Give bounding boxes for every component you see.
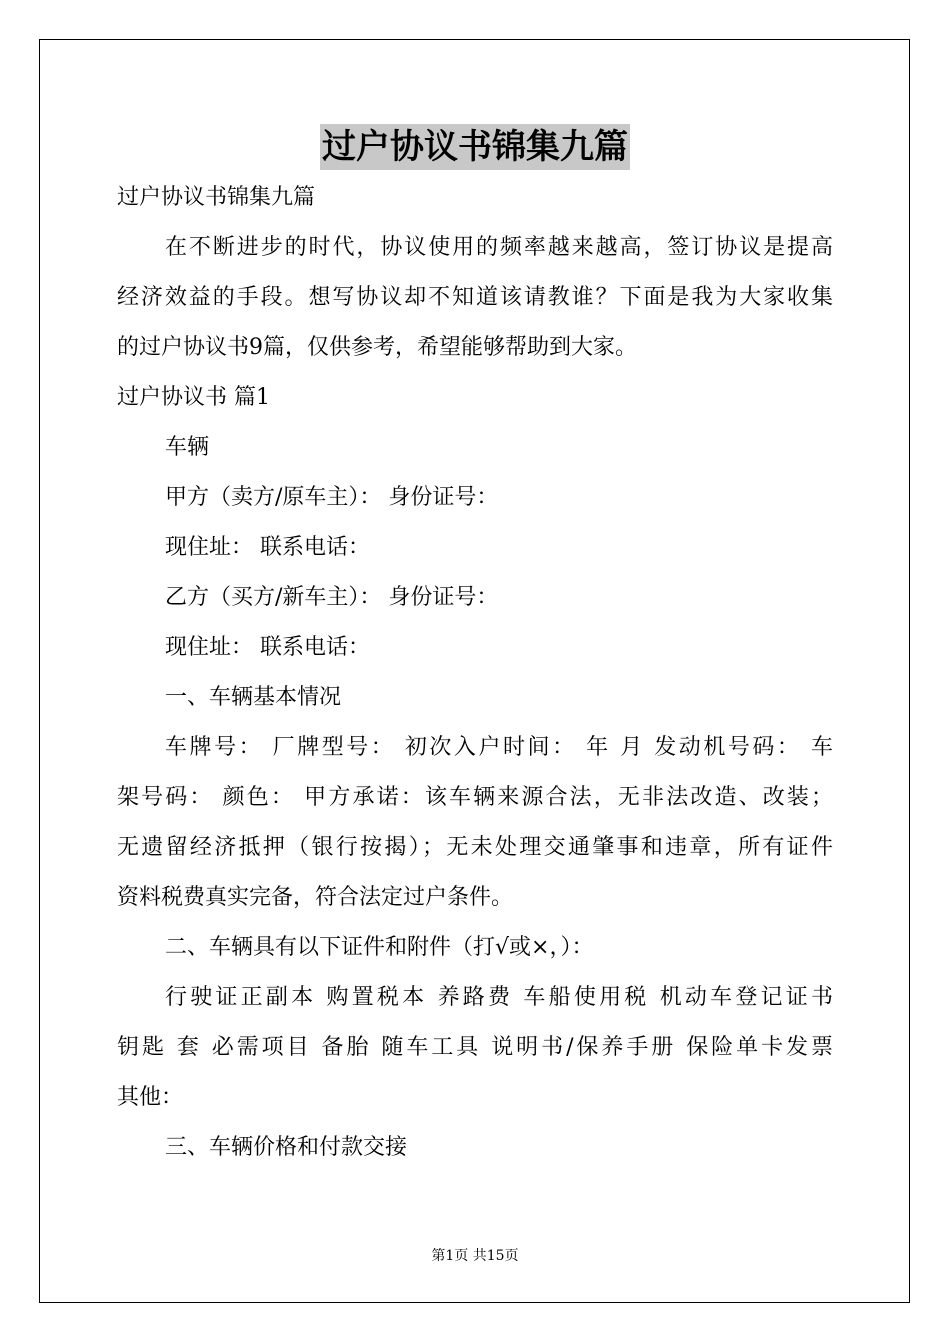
clause-text-line: 架号码： 颜色： 甲方承诺：该车辆来源合法，无非法改造、改装； bbox=[117, 785, 833, 810]
party-a-address-line: 现住址： 联系电话： bbox=[165, 535, 370, 560]
clause-text-line: 钥匙 套 必需项目 备胎 随车工具 说明书/保养手册 保险单卡发票 bbox=[117, 1035, 833, 1060]
party-a-line: 甲方（卖方/原车主）： 身份证号： bbox=[165, 485, 499, 510]
clause-text-line: 行驶证正副本 购置税本 养路费 车船使用税 机动车登记证书 bbox=[165, 985, 833, 1010]
document-title: 过户协议书锦集九篇 bbox=[320, 124, 630, 170]
party-b-address-line: 现住址： 联系电话： bbox=[165, 635, 370, 660]
clause-heading: 一、车辆基本情况 bbox=[165, 685, 342, 710]
clause-text-line: 其他： bbox=[117, 1085, 184, 1110]
title-container bbox=[0, 124, 950, 170]
clause-heading: 二、车辆具有以下证件和附件（打√或×，）： bbox=[165, 935, 594, 960]
page-footer: 第1页 共15页 bbox=[431, 1248, 519, 1264]
subtitle-line: 过户协议书锦集九篇 bbox=[117, 185, 316, 210]
body-line: 车辆 bbox=[165, 435, 210, 460]
section-heading: 过户协议书 篇1 bbox=[117, 385, 270, 410]
document-body bbox=[117, 173, 833, 1173]
clause-heading: 三、车辆价格和付款交接 bbox=[165, 1135, 408, 1160]
clause-text-line: 资料税费真实完备，符合法定过户条件。 bbox=[117, 885, 514, 910]
intro-paragraph-line: 在不断进步的时代，协议使用的频率越来越高，签订协议是提高 bbox=[165, 235, 833, 260]
clause-text-line: 无遗留经济抵押（银行按揭）；无未处理交通肇事和违章，所有证件 bbox=[117, 835, 833, 860]
clause-text-line: 车牌号： 厂牌型号： 初次入户时间： 年 月 发动机号码： 车 bbox=[165, 735, 833, 760]
intro-paragraph-line: 的过户协议书9篇，仅供参考，希望能够帮助到大家。 bbox=[117, 335, 637, 360]
party-b-line: 乙方（买方/新车主）： 身份证号： bbox=[165, 585, 499, 610]
intro-paragraph-line: 经济效益的手段。想写协议却不知道该请教谁？下面是我为大家收集 bbox=[117, 285, 833, 310]
